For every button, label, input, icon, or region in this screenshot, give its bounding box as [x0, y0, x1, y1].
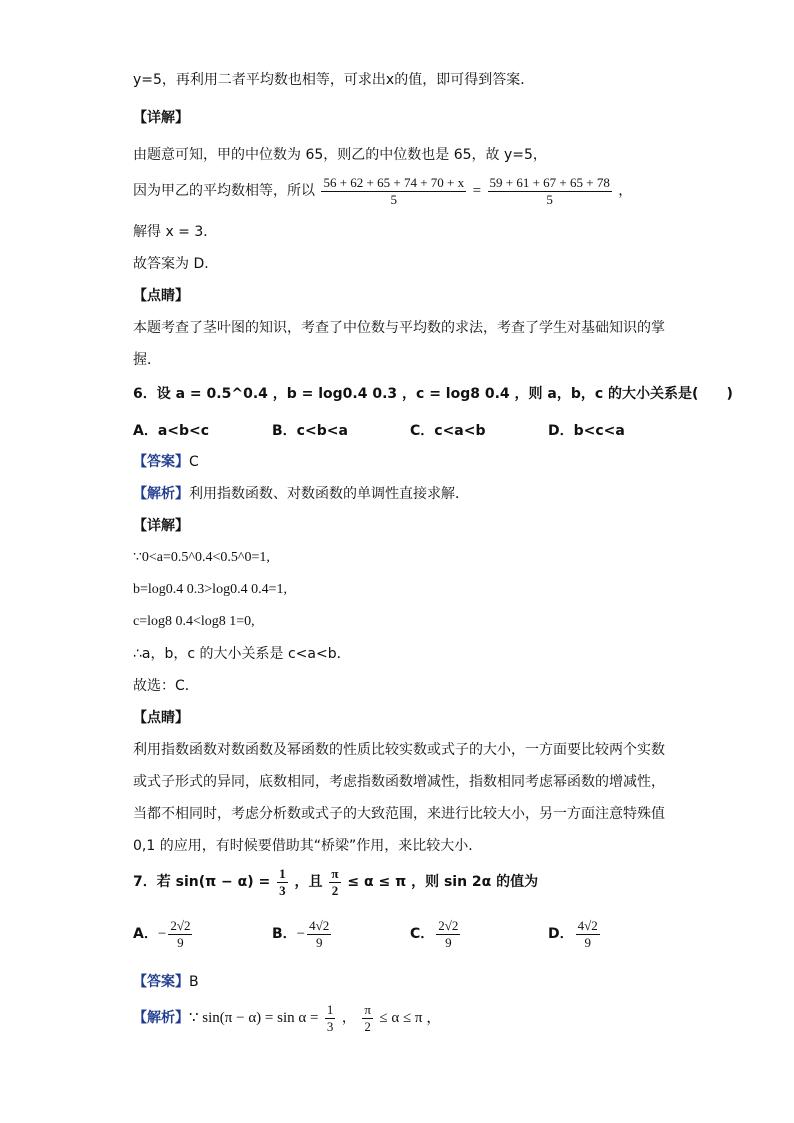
text-line: 由题意可知，甲的中位数为 65，则乙的中位数也是 65，故 y=5，: [133, 147, 547, 163]
fraction-numerator: 4√2: [309, 917, 330, 933]
question-6: 6．设 a = 0.5^0.4 ，b = log0.4 0.3 ，c = log8 0.4 ，则 a，b，c 的大小关系是( ): [133, 386, 733, 402]
answer-value: B: [189, 974, 199, 990]
answer-tag: 【答案】: [133, 974, 189, 990]
option-d: D．b<c<a: [548, 423, 625, 439]
analysis-tag: 【解析】: [133, 1010, 189, 1026]
analysis-line: [133, 484, 469, 504]
text-line: 利用指数函数对数函数及幂函数的性质比较实数或式子的大小，一方面要比较两个实数: [133, 742, 665, 758]
text-line: 0,1 的应用，有时候要借助其“桥梁”作用，来比较大小．: [133, 838, 483, 854]
derivation-line: ∴a，b，c 的大小关系是 c<a<b．: [133, 646, 351, 662]
minus-sign: −: [157, 926, 167, 942]
answer-line: [133, 972, 199, 992]
fraction-numerator: 59 + 61 + 67 + 65 + 78: [489, 174, 610, 190]
fraction: [277, 866, 288, 899]
section-tag-detail: 【详解】: [133, 110, 189, 126]
text-line: 解得 x = 3．: [133, 224, 218, 240]
analysis-comma: ，: [341, 1010, 356, 1026]
fraction-numerator: 2√2: [438, 917, 459, 933]
fraction-denominator: 5: [546, 191, 553, 207]
section-tag-detail: 【详解】: [133, 518, 189, 534]
fraction-numerator: 1: [326, 1001, 334, 1017]
answer-value: C: [189, 454, 199, 470]
section-tag-comment: 【点睛】: [133, 710, 189, 726]
text-line: y=5，再利用二者平均数也相等，可求出x的值，即可得到答案．: [133, 72, 535, 88]
fraction: [307, 918, 331, 951]
question-7: [133, 862, 538, 902]
fraction-left: [321, 175, 466, 208]
option-label: D．: [548, 926, 574, 942]
fraction-numerator: 2√2: [170, 917, 191, 933]
question-7-prefix: 7．若 sin(π − α) =: [133, 874, 271, 890]
minus-sign: −: [296, 926, 306, 942]
fraction: [325, 1002, 336, 1035]
option-b: [272, 914, 333, 954]
answer-line: [133, 452, 199, 472]
analysis-text: 利用指数函数、对数函数的单调性直接求解．: [189, 486, 469, 502]
fraction-denominator: 9: [315, 934, 323, 950]
derivation-line: b=log0.4 0.3>log0.4 0.4=1,: [133, 582, 287, 597]
option-label: B．: [272, 926, 297, 942]
fraction-denominator: 9: [177, 934, 184, 950]
derivation-line: c=log8 0.4<log8 1=0,: [133, 614, 255, 629]
text-line: 本题考查了茎叶图的知识，考查了中位数与平均数的求法，考查了学生对基础知识的掌: [133, 320, 665, 336]
fraction-right: [488, 175, 612, 208]
answer-tag: 【答案】: [133, 454, 189, 470]
fraction-denominator: 9: [445, 934, 452, 950]
question-7-mid: ，且: [294, 874, 323, 890]
option-label: C．: [410, 926, 435, 942]
fraction: [168, 918, 192, 951]
equals-sign: =: [472, 183, 482, 199]
option-a: [133, 914, 194, 954]
question-7-suffix: ≤ α ≤ π ，则 sin 2α 的值为: [347, 874, 539, 890]
option-label: A．: [133, 926, 158, 942]
derivation-line: 故选：C．: [133, 678, 199, 694]
analysis-line: [133, 998, 441, 1038]
fraction-denominator: 2: [331, 882, 339, 898]
derivation-line: ∵0<a=0.5^0.4<0.5^0=1,: [133, 550, 270, 565]
text-line: 或式子形式的异同，底数相同，考虑指数函数增减性，指数相同考虑幂函数的增减性，: [133, 774, 665, 790]
equation-line: [133, 172, 632, 210]
fraction: [329, 866, 340, 899]
text-line: 握．: [133, 352, 161, 368]
fraction-numerator: π: [364, 1001, 371, 1017]
analysis-suffix: ≤ α ≤ π ，: [379, 1010, 442, 1026]
analysis-prefix: ∵ sin(π − α) = sin α =: [189, 1010, 319, 1026]
option-d: [548, 914, 602, 954]
fraction-denominator: 2: [364, 1018, 371, 1034]
fraction: [576, 918, 600, 951]
equation-suffix: ，: [618, 183, 633, 199]
option-b: B．c<b<a: [272, 423, 348, 439]
fraction: [436, 918, 460, 951]
fraction-denominator: 3: [279, 882, 286, 898]
equation-prefix: 因为甲乙的平均数相等，所以: [133, 183, 315, 199]
option-a: A．a<b<c: [133, 423, 210, 439]
text-line: 当都不相同时，考虑分析数或式子的大致范围，来进行比较大小，另一方面注意特殊值: [133, 806, 665, 822]
fraction-denominator: 5: [390, 191, 398, 207]
fraction-denominator: 9: [584, 934, 591, 950]
fraction-numerator: π: [331, 865, 339, 881]
option-c: [410, 914, 462, 954]
fraction-numerator: 4√2: [577, 917, 598, 933]
fraction-numerator: 56 + 62 + 65 + 74 + 70 + x: [323, 174, 465, 190]
section-tag-comment: 【点睛】: [133, 288, 189, 304]
fraction-denominator: 3: [326, 1018, 334, 1034]
text-line: 故答案为 D.: [133, 256, 209, 272]
fraction-numerator: 1: [279, 865, 286, 881]
fraction: [362, 1002, 373, 1035]
analysis-tag: 【解析】: [133, 486, 189, 502]
option-c: C．c<a<b: [410, 423, 486, 439]
